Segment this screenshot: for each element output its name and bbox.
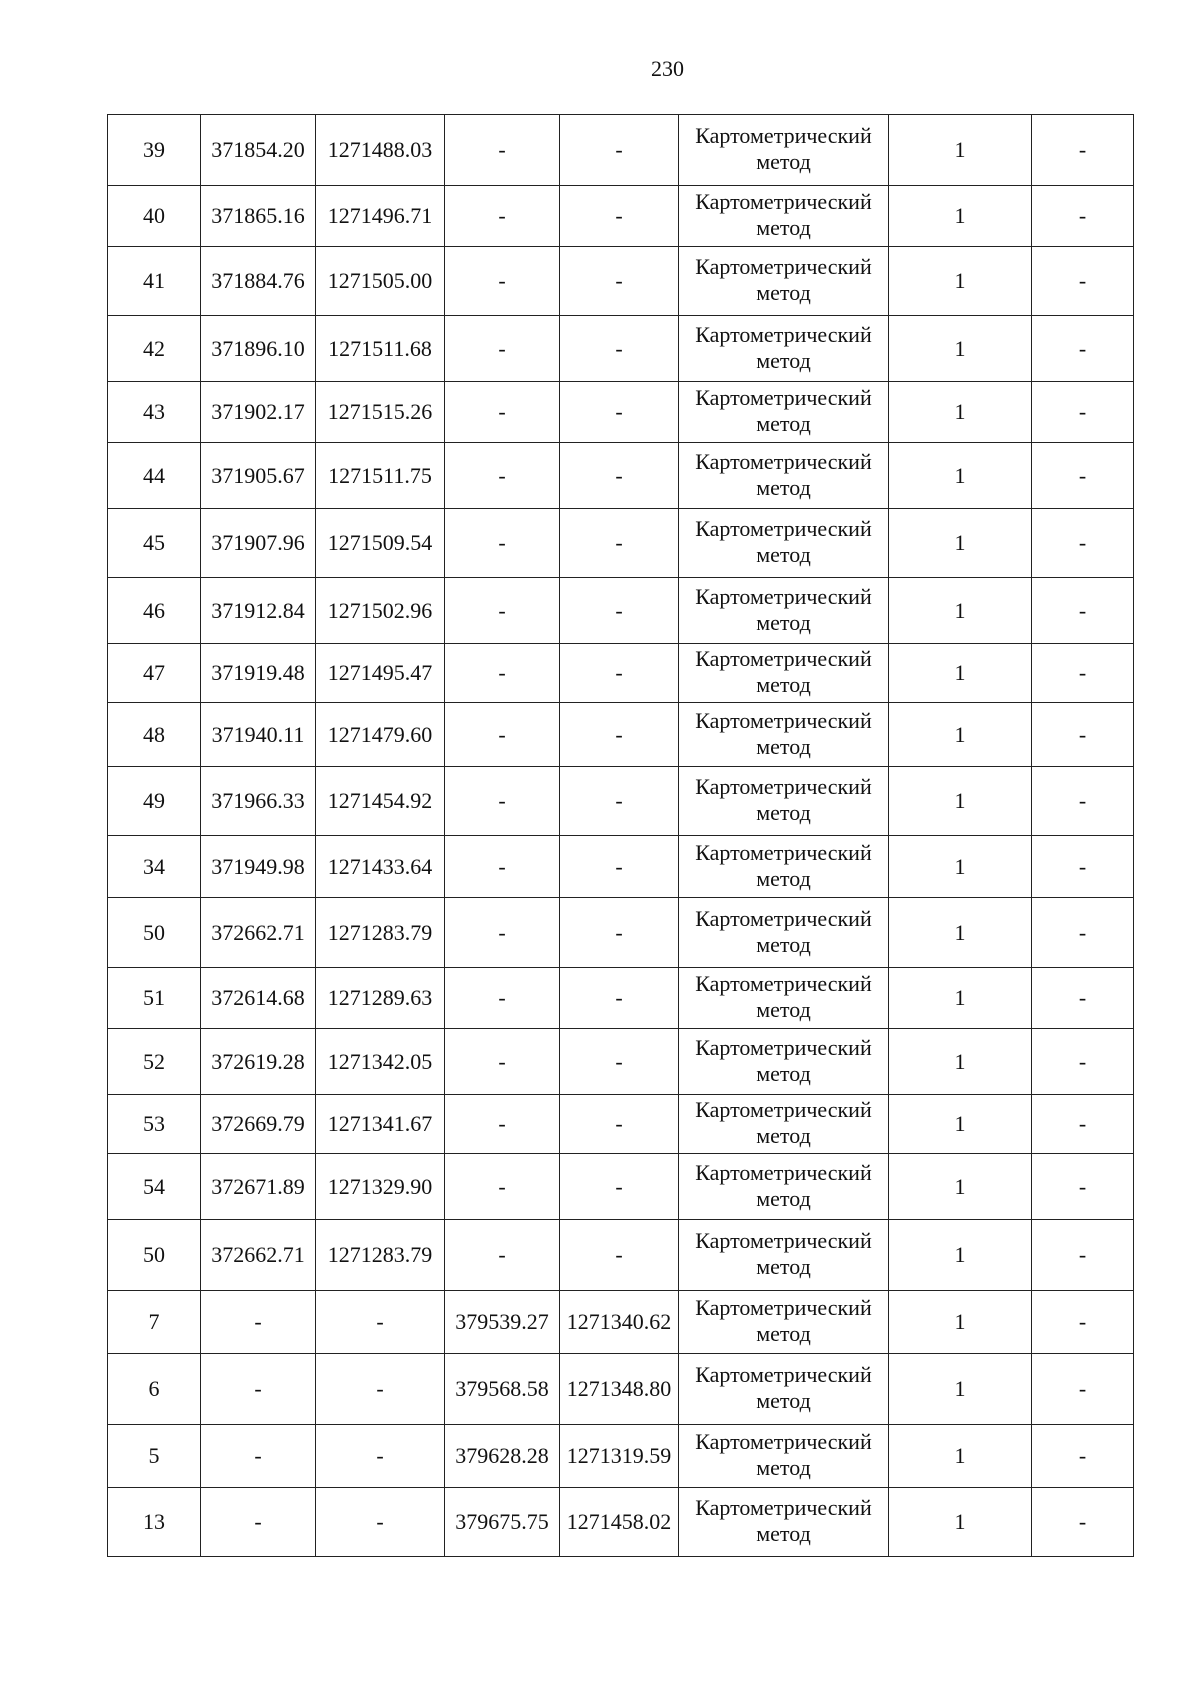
accuracy-cell: 1: [889, 898, 1032, 968]
table-row: [108, 1425, 1134, 1488]
x-old-cell: 371940.11: [201, 703, 316, 767]
method-line-2: метод: [756, 1060, 811, 1086]
table-row: [108, 1354, 1134, 1425]
description-cell: -: [1032, 767, 1134, 836]
y-old-cell: 1271502.96: [316, 578, 445, 644]
y-new-cell: -: [560, 578, 679, 644]
x-new-cell: -: [445, 509, 560, 578]
method-cell: [679, 703, 889, 767]
point-number-cell: 13: [108, 1488, 201, 1557]
method-line-1: Картометрический: [695, 448, 872, 474]
method-line-2: метод: [756, 1185, 811, 1211]
y-new-cell: -: [560, 767, 679, 836]
description-cell: -: [1032, 1154, 1134, 1220]
y-new-cell: -: [560, 968, 679, 1029]
accuracy-cell: 1: [889, 1425, 1032, 1488]
table-row: [108, 509, 1134, 578]
point-number-cell: 48: [108, 703, 201, 767]
y-new-cell: -: [560, 509, 679, 578]
method-cell: [679, 1291, 889, 1354]
method-cell: [679, 1220, 889, 1291]
x-old-cell: -: [201, 1425, 316, 1488]
method-line-1: Картометрический: [695, 1097, 872, 1122]
x-new-cell: 379675.75: [445, 1488, 560, 1557]
accuracy-cell: 1: [889, 703, 1032, 767]
table-row: [108, 382, 1134, 443]
method-line-2: метод: [756, 149, 811, 174]
table-row: [108, 703, 1134, 767]
accuracy-cell: 1: [889, 443, 1032, 509]
y-old-cell: 1271283.79: [316, 1220, 445, 1291]
x-new-cell: -: [445, 1220, 560, 1291]
x-old-cell: 372614.68: [201, 968, 316, 1029]
point-number-cell: 49: [108, 767, 201, 836]
accuracy-cell: 1: [889, 1291, 1032, 1354]
y-new-cell: 1271340.62: [560, 1291, 679, 1354]
accuracy-cell: 1: [889, 115, 1032, 186]
x-old-cell: 372662.71: [201, 898, 316, 968]
method-line-2: метод: [756, 411, 811, 436]
y-old-cell: -: [316, 1354, 445, 1425]
x-old-cell: 371905.67: [201, 443, 316, 509]
point-number-cell: 50: [108, 1220, 201, 1291]
description-cell: -: [1032, 1220, 1134, 1291]
y-new-cell: -: [560, 1095, 679, 1154]
method-line-2: метод: [756, 280, 811, 305]
description-cell: -: [1032, 1425, 1134, 1488]
y-new-cell: -: [560, 1154, 679, 1220]
x-new-cell: -: [445, 898, 560, 968]
method-line-1: Картометрический: [695, 254, 872, 279]
x-new-cell: -: [445, 115, 560, 186]
description-cell: -: [1032, 1095, 1134, 1154]
method-line-1: Картометрический: [695, 646, 872, 671]
method-line-1: Картометрический: [695, 1295, 872, 1320]
y-new-cell: 1271348.80: [560, 1354, 679, 1425]
y-old-cell: 1271511.68: [316, 316, 445, 382]
table-row: [108, 898, 1134, 968]
accuracy-cell: 1: [889, 186, 1032, 247]
x-old-cell: 371865.16: [201, 186, 316, 247]
method-cell: [679, 1425, 889, 1488]
point-number-cell: 43: [108, 382, 201, 443]
x-new-cell: -: [445, 1154, 560, 1220]
x-old-cell: 372619.28: [201, 1029, 316, 1095]
x-old-cell: 371902.17: [201, 382, 316, 443]
x-old-cell: 372669.79: [201, 1095, 316, 1154]
y-old-cell: 1271329.90: [316, 1154, 445, 1220]
point-number-cell: 34: [108, 836, 201, 898]
y-old-cell: 1271341.67: [316, 1095, 445, 1154]
method-cell: [679, 316, 889, 382]
y-old-cell: 1271289.63: [316, 968, 445, 1029]
method-line-2: метод: [756, 865, 811, 891]
method-line-1: Картометрический: [695, 321, 872, 347]
description-cell: -: [1032, 443, 1134, 509]
x-old-cell: 372671.89: [201, 1154, 316, 1220]
x-new-cell: -: [445, 703, 560, 767]
x-new-cell: -: [445, 767, 560, 836]
method-line-1: Картометрический: [695, 1034, 872, 1060]
method-line-2: метод: [756, 542, 811, 567]
y-old-cell: -: [316, 1488, 445, 1557]
method-line-1: Картометрический: [695, 1362, 872, 1387]
point-number-cell: 6: [108, 1354, 201, 1425]
x-old-cell: 371907.96: [201, 509, 316, 578]
x-old-cell: 371884.76: [201, 247, 316, 316]
accuracy-cell: 1: [889, 968, 1032, 1029]
table-body: [108, 115, 1134, 1557]
method-line-1: Картометрический: [695, 707, 872, 733]
point-number-cell: 47: [108, 644, 201, 703]
method-line-2: метод: [756, 474, 811, 500]
accuracy-cell: 1: [889, 1095, 1032, 1154]
x-old-cell: -: [201, 1354, 316, 1425]
x-new-cell: -: [445, 1095, 560, 1154]
y-old-cell: 1271511.75: [316, 443, 445, 509]
method-line-2: метод: [756, 997, 811, 1022]
x-old-cell: 371919.48: [201, 644, 316, 703]
y-old-cell: 1271515.26: [316, 382, 445, 443]
accuracy-cell: 1: [889, 1354, 1032, 1425]
table-row: [108, 1029, 1134, 1095]
accuracy-cell: 1: [889, 1154, 1032, 1220]
method-line-2: метод: [756, 1123, 811, 1148]
point-number-cell: 51: [108, 968, 201, 1029]
method-line-2: метод: [756, 215, 811, 240]
point-number-cell: 45: [108, 509, 201, 578]
point-number-cell: 5: [108, 1425, 201, 1488]
y-old-cell: 1271342.05: [316, 1029, 445, 1095]
method-cell: [679, 1488, 889, 1557]
method-line-1: Картометрический: [695, 189, 872, 214]
description-cell: -: [1032, 247, 1134, 316]
method-line-1: Картометрический: [695, 1429, 872, 1454]
y-new-cell: -: [560, 247, 679, 316]
table-row: [108, 1095, 1134, 1154]
point-number-cell: 52: [108, 1029, 201, 1095]
description-cell: -: [1032, 1029, 1134, 1095]
method-cell: [679, 1354, 889, 1425]
point-number-cell: 42: [108, 316, 201, 382]
method-line-2: метод: [756, 931, 811, 957]
x-new-cell: -: [445, 443, 560, 509]
table-row: [108, 316, 1134, 382]
x-old-cell: 372662.71: [201, 1220, 316, 1291]
y-old-cell: -: [316, 1425, 445, 1488]
method-cell: [679, 1095, 889, 1154]
table-row: [108, 578, 1134, 644]
description-cell: -: [1032, 316, 1134, 382]
description-cell: -: [1032, 1354, 1134, 1425]
method-line-1: Картометрический: [695, 1495, 872, 1520]
y-new-cell: 1271319.59: [560, 1425, 679, 1488]
x-new-cell: -: [445, 382, 560, 443]
method-line-2: метод: [756, 800, 811, 825]
method-line-2: метод: [756, 672, 811, 697]
table-row: [108, 836, 1134, 898]
y-old-cell: 1271488.03: [316, 115, 445, 186]
table-row: [108, 767, 1134, 836]
y-new-cell: -: [560, 115, 679, 186]
accuracy-cell: 1: [889, 509, 1032, 578]
table-row: [108, 1220, 1134, 1291]
description-cell: -: [1032, 1488, 1134, 1557]
x-old-cell: 371949.98: [201, 836, 316, 898]
y-new-cell: -: [560, 898, 679, 968]
method-cell: [679, 186, 889, 247]
accuracy-cell: 1: [889, 836, 1032, 898]
table-row: [108, 115, 1134, 186]
x-old-cell: -: [201, 1488, 316, 1557]
method-line-1: Картометрический: [695, 839, 872, 865]
x-new-cell: -: [445, 578, 560, 644]
point-number-cell: 54: [108, 1154, 201, 1220]
table-row: [108, 968, 1134, 1029]
y-new-cell: -: [560, 836, 679, 898]
page-number: 230: [651, 56, 684, 81]
accuracy-cell: 1: [889, 1220, 1032, 1291]
x-new-cell: 379539.27: [445, 1291, 560, 1354]
y-old-cell: 1271505.00: [316, 247, 445, 316]
method-line-1: Картометрический: [695, 1159, 872, 1185]
accuracy-cell: 1: [889, 644, 1032, 703]
y-new-cell: -: [560, 1029, 679, 1095]
description-cell: -: [1032, 898, 1134, 968]
point-number-cell: 46: [108, 578, 201, 644]
method-line-1: Картометрический: [695, 516, 872, 541]
accuracy-cell: 1: [889, 767, 1032, 836]
description-cell: -: [1032, 644, 1134, 703]
method-cell: [679, 898, 889, 968]
y-new-cell: 1271458.02: [560, 1488, 679, 1557]
description-cell: -: [1032, 968, 1134, 1029]
y-old-cell: 1271433.64: [316, 836, 445, 898]
method-line-2: метод: [756, 347, 811, 373]
point-number-cell: 44: [108, 443, 201, 509]
method-line-2: метод: [756, 1254, 811, 1279]
table-row: [108, 1291, 1134, 1354]
x-old-cell: 371896.10: [201, 316, 316, 382]
x-new-cell: -: [445, 644, 560, 703]
accuracy-cell: 1: [889, 578, 1032, 644]
description-cell: -: [1032, 115, 1134, 186]
method-cell: [679, 443, 889, 509]
method-line-1: Картометрический: [695, 123, 872, 148]
x-new-cell: -: [445, 836, 560, 898]
method-cell: [679, 247, 889, 316]
method-line-1: Картометрический: [695, 583, 872, 609]
table-row: [108, 1488, 1134, 1557]
description-cell: -: [1032, 509, 1134, 578]
coordinates-table: [107, 114, 1134, 1557]
x-old-cell: 371854.20: [201, 115, 316, 186]
method-line-2: метод: [756, 1388, 811, 1413]
method-line-2: метод: [756, 733, 811, 759]
accuracy-cell: 1: [889, 1029, 1032, 1095]
y-new-cell: -: [560, 443, 679, 509]
description-cell: -: [1032, 1291, 1134, 1354]
description-cell: -: [1032, 836, 1134, 898]
accuracy-cell: 1: [889, 382, 1032, 443]
x-old-cell: -: [201, 1291, 316, 1354]
x-new-cell: -: [445, 1029, 560, 1095]
y-new-cell: -: [560, 1220, 679, 1291]
y-old-cell: 1271496.71: [316, 186, 445, 247]
description-cell: -: [1032, 186, 1134, 247]
y-old-cell: 1271454.92: [316, 767, 445, 836]
table-row: [108, 443, 1134, 509]
method-cell: [679, 1029, 889, 1095]
x-new-cell: -: [445, 186, 560, 247]
y-old-cell: -: [316, 1291, 445, 1354]
y-new-cell: -: [560, 186, 679, 247]
method-cell: [679, 115, 889, 186]
x-new-cell: 379628.28: [445, 1425, 560, 1488]
method-line-1: Картометрический: [695, 1228, 872, 1253]
method-cell: [679, 1154, 889, 1220]
point-number-cell: 50: [108, 898, 201, 968]
method-cell: [679, 578, 889, 644]
method-line-2: метод: [756, 1455, 811, 1480]
method-line-1: Картометрический: [695, 385, 872, 410]
method-line-2: метод: [756, 1521, 811, 1546]
method-line-1: Картометрический: [695, 774, 872, 799]
method-cell: [679, 382, 889, 443]
y-old-cell: 1271283.79: [316, 898, 445, 968]
x-new-cell: -: [445, 968, 560, 1029]
y-new-cell: -: [560, 703, 679, 767]
point-number-cell: 53: [108, 1095, 201, 1154]
table-row: [108, 1154, 1134, 1220]
y-old-cell: 1271509.54: [316, 509, 445, 578]
method-line-2: метод: [756, 609, 811, 635]
method-cell: [679, 644, 889, 703]
y-new-cell: -: [560, 382, 679, 443]
point-number-cell: 40: [108, 186, 201, 247]
point-number-cell: 7: [108, 1291, 201, 1354]
accuracy-cell: 1: [889, 316, 1032, 382]
method-line-1: Картометрический: [695, 905, 872, 931]
accuracy-cell: 1: [889, 1488, 1032, 1557]
table-row: [108, 644, 1134, 703]
method-line-2: метод: [756, 1321, 811, 1346]
x-new-cell: -: [445, 247, 560, 316]
y-old-cell: 1271495.47: [316, 644, 445, 703]
description-cell: -: [1032, 578, 1134, 644]
description-cell: -: [1032, 703, 1134, 767]
point-number-cell: 39: [108, 115, 201, 186]
method-line-1: Картометрический: [695, 971, 872, 996]
y-old-cell: 1271479.60: [316, 703, 445, 767]
table-row: [108, 247, 1134, 316]
accuracy-cell: 1: [889, 247, 1032, 316]
x-old-cell: 371912.84: [201, 578, 316, 644]
point-number-cell: 41: [108, 247, 201, 316]
y-new-cell: -: [560, 644, 679, 703]
x-old-cell: 371966.33: [201, 767, 316, 836]
method-cell: [679, 509, 889, 578]
table-row: [108, 186, 1134, 247]
method-cell: [679, 836, 889, 898]
method-cell: [679, 767, 889, 836]
y-new-cell: -: [560, 316, 679, 382]
x-new-cell: -: [445, 316, 560, 382]
method-cell: [679, 968, 889, 1029]
description-cell: -: [1032, 382, 1134, 443]
x-new-cell: 379568.58: [445, 1354, 560, 1425]
